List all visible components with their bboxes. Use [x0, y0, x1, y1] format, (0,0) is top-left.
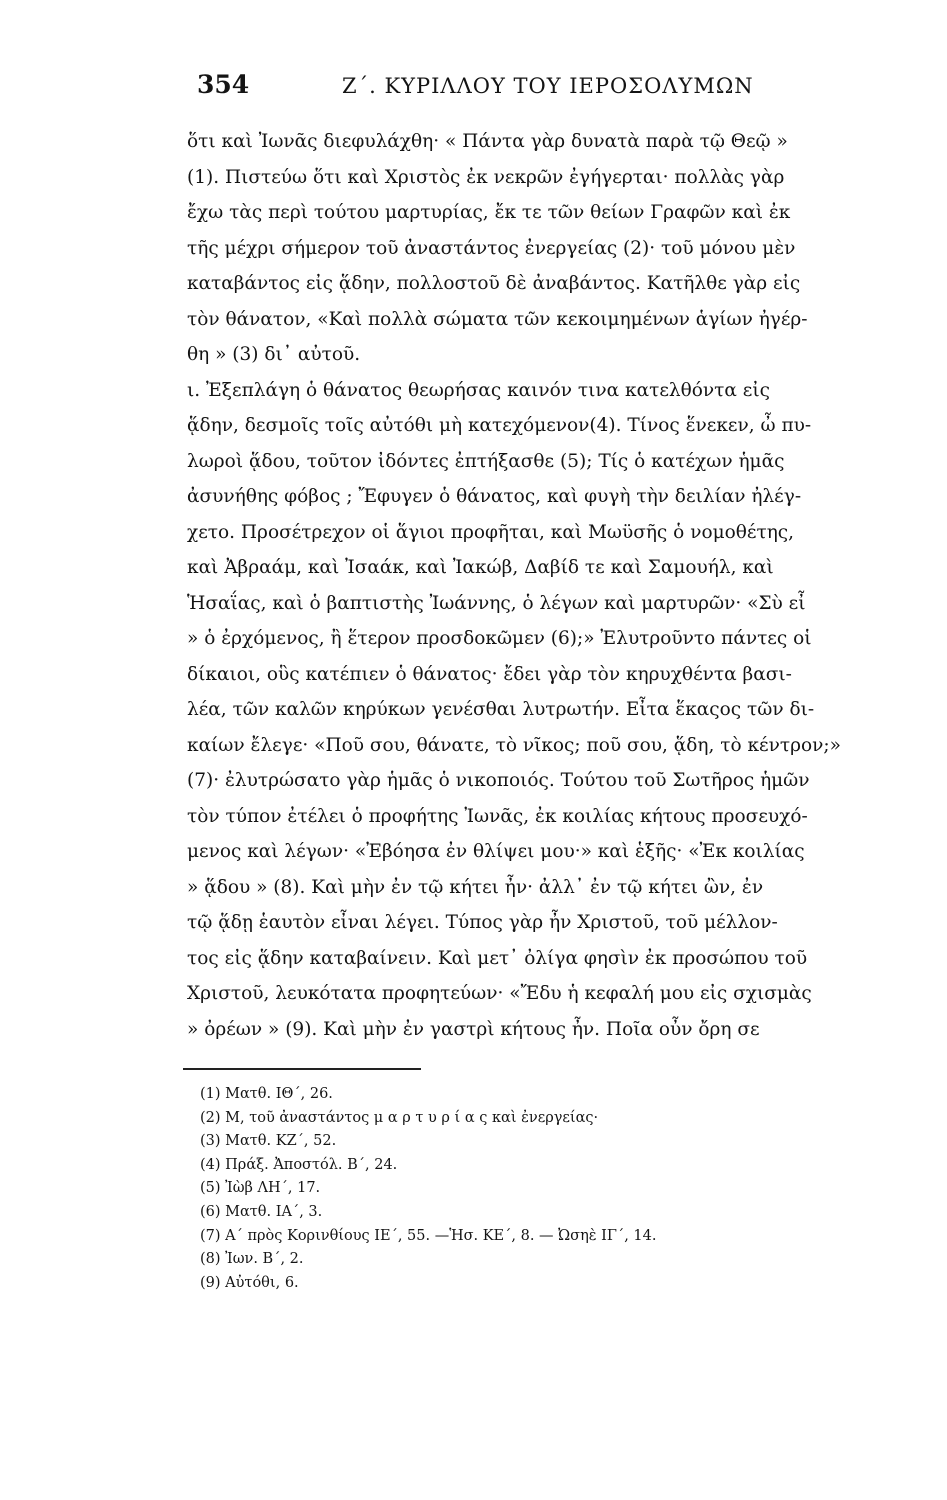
text-line: ἔχω τὰς περὶ τούτου μαρτυρίας, ἔκ τε τῶν θείων Γραφῶν καὶ ἐκ [187, 202, 791, 223]
text-line: ὅτι καὶ Ἰωνᾶς διεφυλάχθη· « Πάντα γὰρ δυνατὰ παρὰ τῷ Θεῷ » [187, 131, 788, 152]
text-line: Ἡσαΐας, καὶ ὁ βαπτιστὴς Ἰωάννης, ὁ λέγων καὶ μαρτυρῶν· «Σὺ εἶ [187, 592, 806, 614]
footnote: (2) Μ, τοῦ ἀναστάντος μ α ρ τ υ ρ ί α ς καὶ ἐνεργείας· [200, 1109, 599, 1126]
text-line: ι. Ἐξεπλάγη ὁ θάνατος θεωρήσας καινόν τινα κατελθόντα εἰς [187, 379, 770, 401]
footnote: (7) Α΄ πρὸς Κορινθίους ΙΕ΄, 55. —Ἡσ. ΚΕ΄, 8. — Ὠσηὲ ΙΓ΄, 14. [200, 1227, 657, 1244]
text-line: τῷ ᾅδῃ ἑαυτὸν εἶναι λέγει. Τύπος γὰρ ἦν Χριστοῦ, τοῦ μέλλον- [187, 912, 778, 933]
text-line: μενος καὶ λέγων· «Ἐβόησα ἐν θλίψει μου·» καὶ ἑξῆς· «Ἐκ κοιλίας [187, 841, 805, 862]
footnote: (9) Αὐτόθι, 6. [200, 1274, 299, 1291]
text-line: τῆς μέχρι σήμερον τοῦ ἀναστάντος ἐνεργείας (2)· τοῦ μόνου μὲν [187, 237, 796, 259]
text-line: ᾅδην, δεσμοῖς τοῖς αὐτόθι μὴ κατεχόμενον(4). Τίνος ἕνεκεν, ὦ πυ- [187, 415, 812, 436]
text-line: τὸν θάνατον, «Καὶ πολλὰ σώματα τῶν κεκοιμημένων ἁγίων ἠγέρ- [187, 308, 808, 330]
footnote: (1) Ματθ. ΙΘ΄, 26. [200, 1086, 333, 1102]
running-head [0, 70, 947, 110]
page-number: 354 [197, 70, 250, 99]
text-line: θη » (3) δι᾽ αὐτοῦ. [187, 344, 361, 365]
text-line: τος εἰς ᾅδην καταβαίνειν. Καὶ μετ᾽ ὀλίγα φησὶν ἐκ προσώπου τοῦ [187, 947, 808, 969]
footnote: (4) Πράξ. Ἀποστόλ. Β΄, 24. [200, 1156, 398, 1173]
footnotes [200, 1083, 860, 1295]
text-line: ἀσυνήθης φόβος ; Ἔφυγεν ὁ θάνατος, καὶ φυγὴ τὴν δειλίαν ἠλέγ- [187, 486, 802, 507]
footnote: (5) Ἰὼβ ΛΗ΄, 17. [200, 1180, 321, 1197]
text-line: » ὁ ἐρχόμενος, ἢ ἕτερον προσδοκῶμεν (6);» Ἐλυτροῦντο πάντες οἱ [187, 628, 812, 649]
body-text [187, 124, 887, 1047]
text-line: (7)· ἐλυτρώσατο γὰρ ἡμᾶς ὁ νικοποιός. Τούτου τοῦ Σωτῆρος ἡμῶν [187, 770, 810, 791]
text-line: καίων ἔλεγε· «Ποῦ σου, θάνατε, τὸ νῖκος; ποῦ σου, ᾅδη, τὸ κέντρον;» [187, 734, 841, 756]
text-line: » ὀρέων » (9). Καὶ μὴν ἐν γαστρὶ κήτους ἦν. Ποῖα οὖν ὄρη σε [187, 1018, 760, 1040]
text-line: λωροὶ ᾅδου, τοῦτον ἰδόντες ἐπτήξασθε (5); Τίς ὁ κατέχων ἡμᾶς [187, 450, 785, 472]
text-line: καταβάντος εἰς ᾅδην, πολλοστοῦ δὲ ἀναβάντος. Κατῆλθε γὰρ εἰς [187, 273, 801, 294]
running-title: Ζ΄. ΚΥΡΙΛΛΟΥ ΤΟΥ ΙΕΡΟΣΟΛΥΜΩΝ [342, 74, 754, 98]
footnote: (6) Ματθ. ΙΑ΄, 3. [200, 1203, 323, 1220]
text-line: Χριστοῦ, λευκότατα προφητεύων· «Ἔδυ ἡ κεφαλή μου εἰς σχισμὰς [187, 983, 812, 1004]
text-line: χετο. Προσέτρεχον οἱ ἅγιοι προφῆται, καὶ Μωϋσῆς ὁ νομοθέτης, [187, 521, 795, 543]
text-line: λέα, τῶν καλῶν κηρύκων γενέσθαι λυτρωτήν. Εἶτα ἕκαςος τῶν δι- [187, 699, 815, 720]
text-line: τὸν τύπον ἐτέλει ὁ προφήτης Ἰωνᾶς, ἐκ κοιλίας κήτους προσευχό- [187, 805, 808, 827]
text-line: (1). Πιστεύω ὅτι καὶ Χριστὸς ἐκ νεκρῶν ἐγήγερται· πολλὰς γὰρ [187, 166, 785, 188]
text-line: δίκαιοι, οὓς κατέπιεν ὁ θάνατος· ἔδει γὰρ τὸν κηρυχθέντα βασι- [187, 663, 792, 685]
text-line: » ᾅδου » (8). Καὶ μὴν ἐν τῷ κήτει ἦν· ἀλλ᾽ ἐν τῷ κήτει ὢν, ἐν [187, 876, 764, 898]
footnote: (8) Ἰων. Β΄, 2. [200, 1251, 304, 1268]
footnote-divider [183, 1068, 421, 1070]
footnote: (3) Ματθ. ΚΖ΄, 52. [200, 1133, 337, 1150]
text-line: καὶ Ἀβραάμ, καὶ Ἰσαάκ, καὶ Ἰακώβ, Δαβίδ τε καὶ Σαμουήλ, καὶ [187, 557, 774, 578]
